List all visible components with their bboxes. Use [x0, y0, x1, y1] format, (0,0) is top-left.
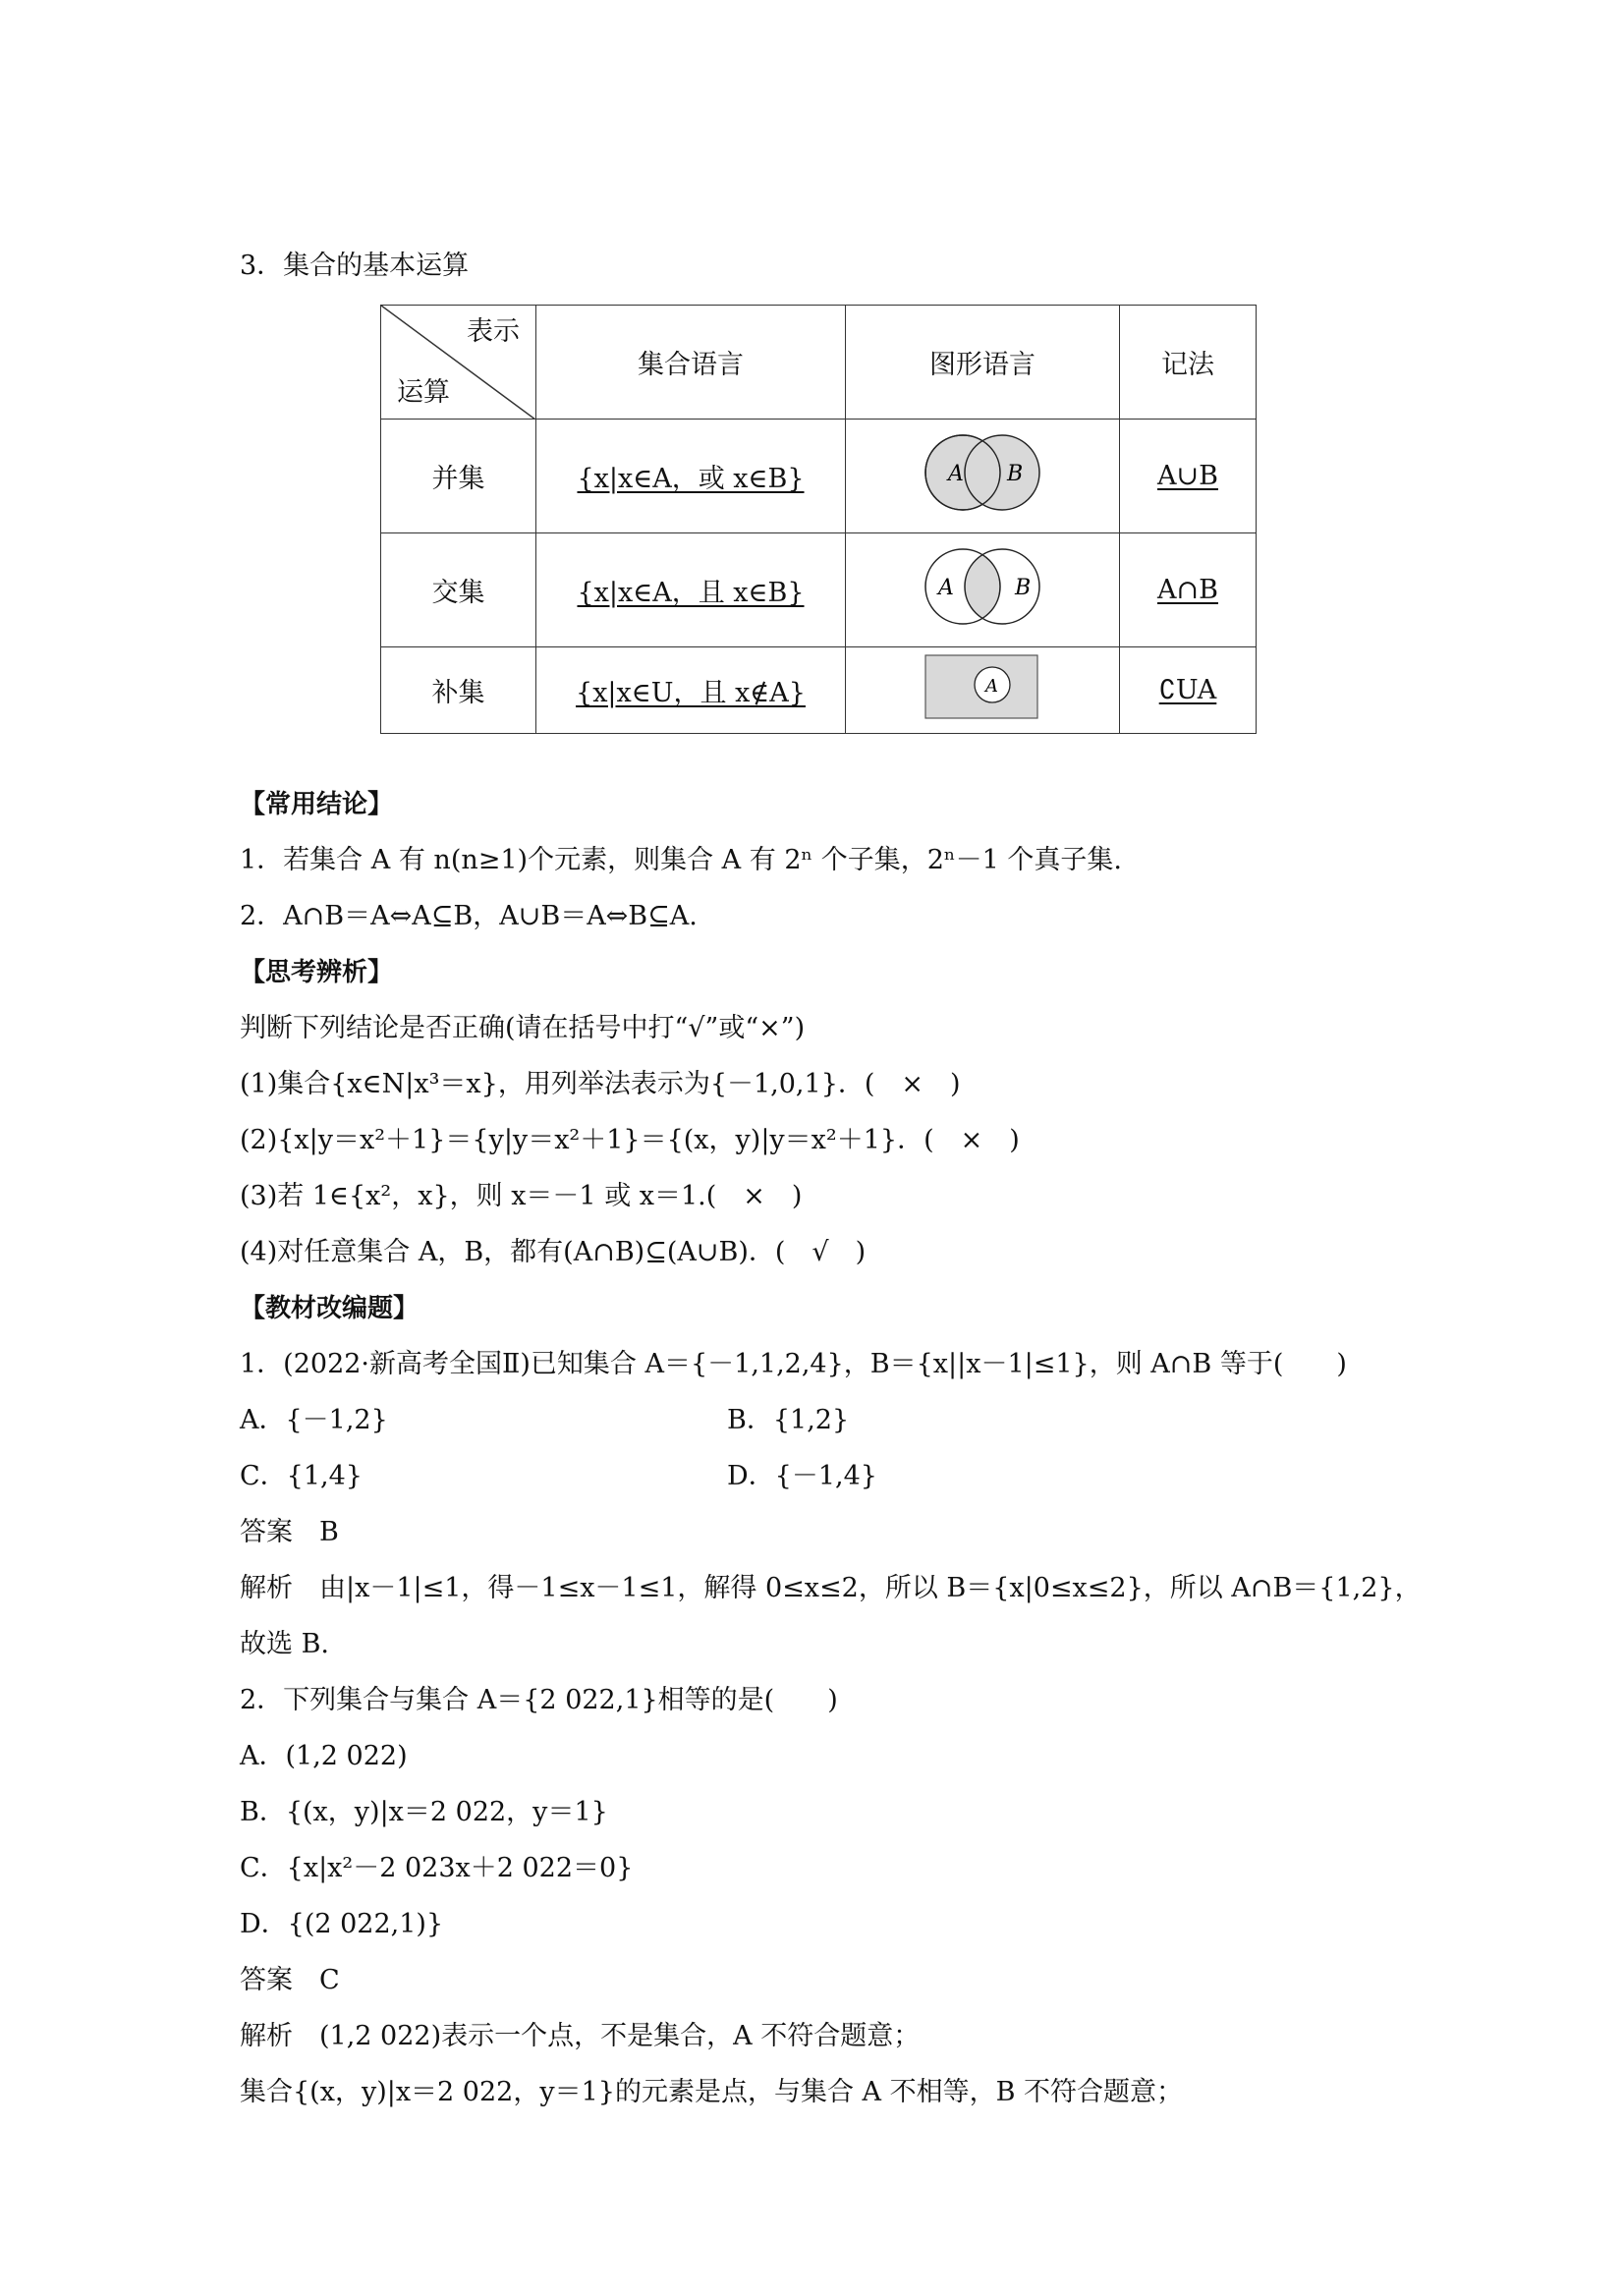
think-item-3: (3)若 1∈{x²，x}，则 x＝－1 或 x＝1.( × ) — [240, 1181, 803, 1211]
corner-top-label: 表示 — [467, 316, 520, 347]
header-notation: 记法 — [1120, 306, 1257, 420]
venn-union-diagram — [909, 423, 1056, 522]
q2-option-a: A．(1,2 022) — [240, 1741, 408, 1771]
table-row-complement — [381, 647, 1257, 734]
q1-option-a: A．{－1,2} — [240, 1405, 388, 1435]
header-graphic-language: 图形语言 — [846, 306, 1120, 420]
textbook-heading: 【教材改编题】 — [240, 1294, 420, 1323]
think-item-1: (1)集合{x∈N|x³＝x}，用列举法表示为{－1,0,1}．( × ) — [240, 1069, 961, 1099]
table-row-union — [381, 420, 1257, 533]
table-corner-cell — [381, 306, 536, 420]
venn-label-b: B — [1007, 462, 1024, 486]
venn-label-b: B — [1015, 576, 1032, 600]
venn-label-a: A — [948, 462, 964, 486]
section-title: 3．集合的基本运算 — [240, 251, 470, 281]
q1-option-b: B．{1,2} — [727, 1405, 850, 1435]
q2-analysis-line-2: 集合{(x，y)|x＝2 022，y＝1}的元素是点，与集合 A 不相等，B 不符合题意； — [240, 2077, 1184, 2107]
q2-answer: 答案 C — [240, 1965, 340, 1995]
common-item-2: 2．A∩B＝A⇔A⊆B，A∪B＝A⇔B⊆A. — [240, 901, 698, 931]
corner-bottom-label: 运算 — [397, 377, 450, 408]
q1-option-d: D．{－1,4} — [727, 1461, 877, 1491]
notation-cell: A∪B — [1157, 461, 1218, 491]
q2-analysis-line-1: 解析 (1,2 022)表示一个点，不是集合，A 不符合题意； — [240, 2021, 921, 2051]
venn-label-a: A — [985, 676, 998, 697]
q1-answer: 答案 B — [240, 1517, 339, 1547]
notation-cell: A∩B — [1157, 575, 1218, 605]
q1-analysis-line-1: 解析 由|x－1|≤1，得－1≤x－1≤1，解得 0≤x≤2，所以 B＝{x|0≤x≤2}，所以 A∩B＝{1,2}， — [240, 1573, 1422, 1603]
think-item-4: (4)对任意集合 A，B，都有(A∩B)⊆(A∪B)．( √ ) — [240, 1237, 867, 1267]
set-language-cell: {x|x∈U，且 x∉A} — [576, 678, 806, 708]
notation-cell: ∁UA — [1158, 675, 1217, 705]
q2-option-b: B．{(x，y)|x＝2 022，y＝1} — [240, 1797, 608, 1827]
set-language-cell: {x|x∈A，或 x∈B} — [577, 464, 805, 494]
common-heading: 【常用结论】 — [240, 790, 394, 819]
op-label: 并集 — [381, 420, 536, 533]
venn-complement-diagram — [923, 652, 1041, 721]
q2-option-d: D．{(2 022,1)} — [240, 1909, 444, 1939]
q1-stem: 1．(2022·新高考全国Ⅱ)已知集合 A＝{－1,1,2,4}，B＝{x||x－1|≤1}，则 A∩B 等于( ) — [240, 1349, 1347, 1379]
op-label: 补集 — [381, 647, 536, 734]
venn-intersection-diagram — [909, 537, 1056, 636]
set-operations-table — [380, 305, 1257, 734]
think-item-2: (2){x|y＝x²＋1}＝{y|y＝x²＋1}＝{(x，y)|y＝x²＋1}．( × ) — [240, 1125, 1020, 1155]
q1-option-c: C．{1,4} — [240, 1461, 363, 1491]
q1-analysis-line-2: 故选 B. — [240, 1629, 330, 1659]
q2-option-c: C．{x|x²－2 023x＋2 022＝0} — [240, 1853, 634, 1883]
think-heading: 【思考辨析】 — [240, 958, 394, 987]
common-item-1: 1．若集合 A 有 n(n≥1)个元素，则集合 A 有 2ⁿ 个子集，2ⁿ－1 个真子集. — [240, 845, 1122, 875]
think-intro: 判断下列结论是否正确(请在括号中打“√”或“×”) — [240, 1013, 806, 1043]
q2-stem: 2．下列集合与集合 A＝{2 022,1}相等的是( ) — [240, 1685, 838, 1715]
op-label: 交集 — [381, 533, 536, 647]
header-set-language: 集合语言 — [536, 306, 846, 420]
venn-label-a: A — [938, 576, 954, 600]
table-row-intersection — [381, 533, 1257, 647]
set-language-cell: {x|x∈A，且 x∈B} — [577, 578, 805, 608]
